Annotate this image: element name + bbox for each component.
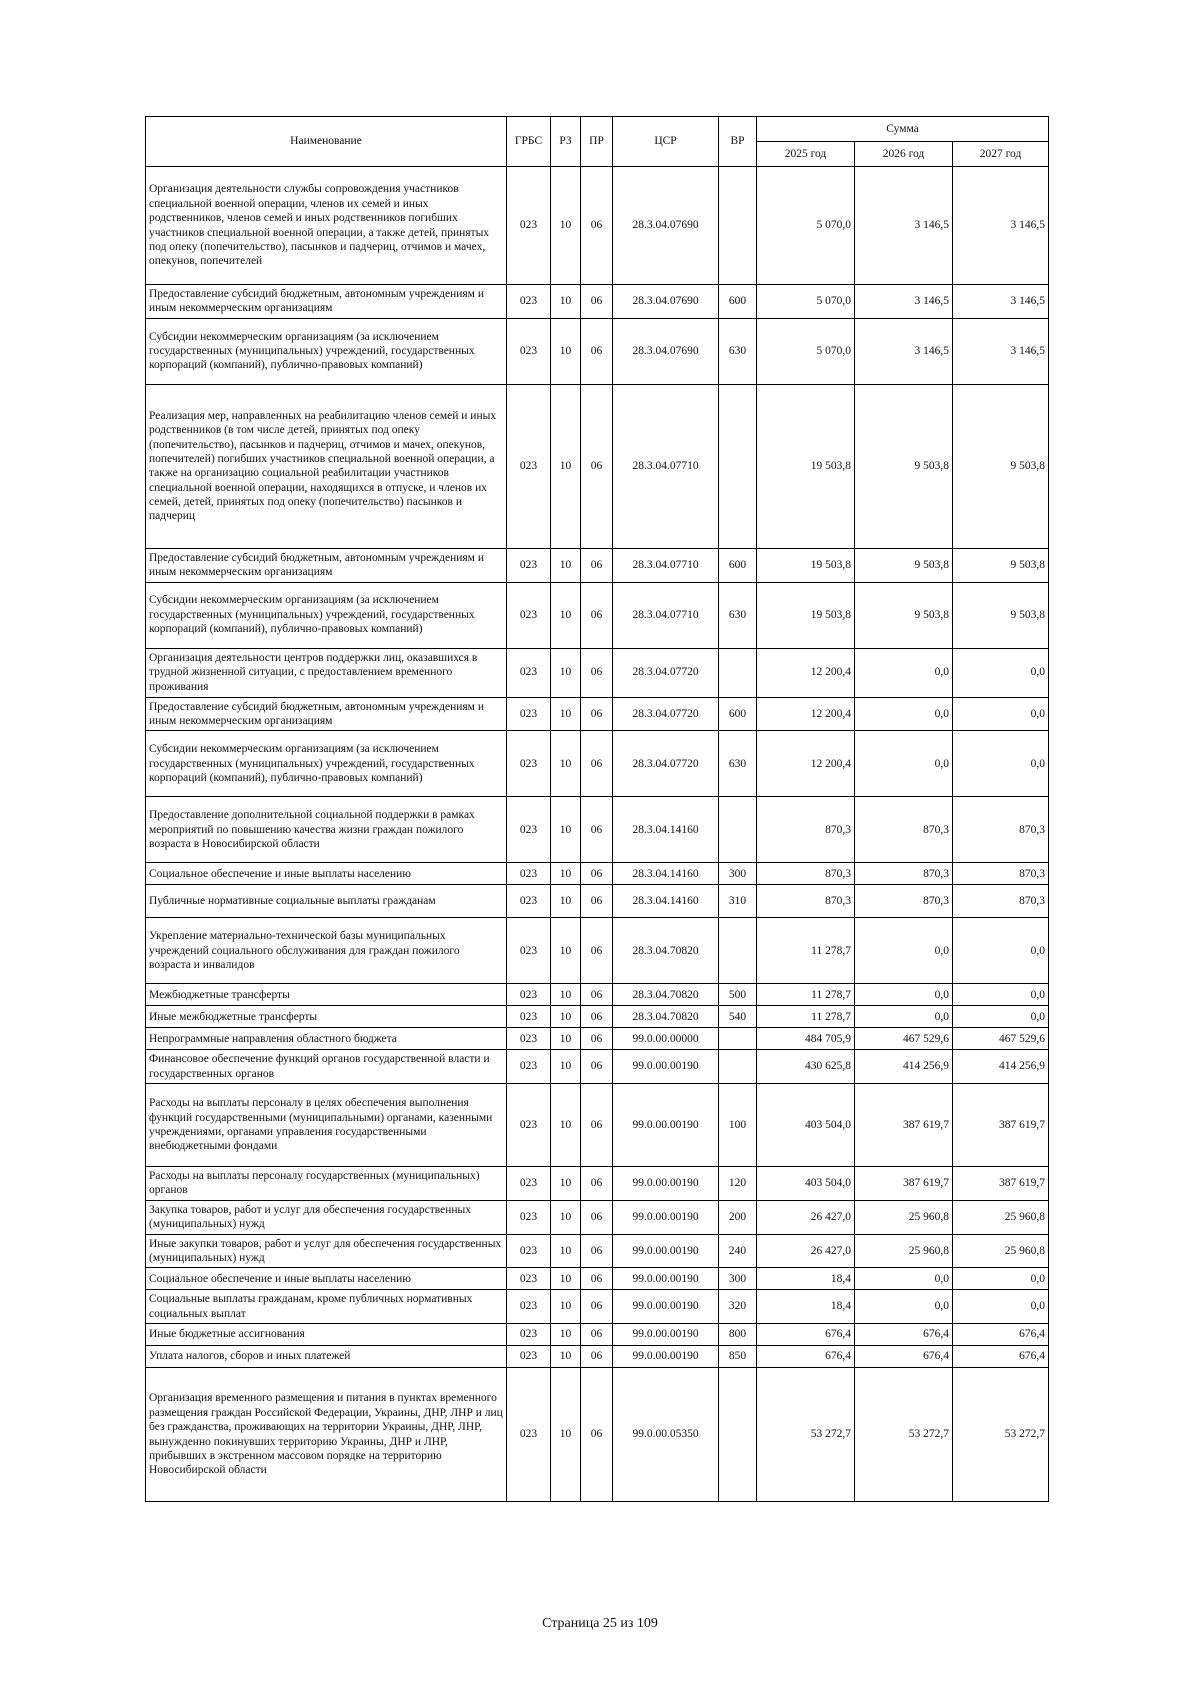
cell-name: Социальное обеспечение и иные выплаты населению	[146, 863, 507, 885]
cell-rz: 10	[551, 797, 581, 863]
cell-csr: 28.3.04.14160	[613, 797, 719, 863]
cell-pr: 06	[581, 167, 613, 285]
col-header-rz: РЗ	[551, 117, 581, 167]
cell-2027: 467 529,6	[953, 1028, 1049, 1050]
cell-2027: 0,0	[953, 1006, 1049, 1028]
cell-2026: 25 960,8	[855, 1234, 953, 1268]
cell-2027: 9 503,8	[953, 548, 1049, 582]
cell-vr: 850	[719, 1346, 757, 1368]
cell-2027: 870,3	[953, 885, 1049, 918]
cell-vr: 120	[719, 1167, 757, 1201]
cell-pr: 06	[581, 1167, 613, 1201]
table-row	[146, 1346, 1049, 1368]
cell-rz: 10	[551, 285, 581, 319]
cell-name: Предоставление дополнительной социальной поддержки в рамках мероприятий по повышению качества жизни граждан пожилого возраста в Новосибирской области	[146, 797, 507, 863]
cell-name: Реализация мер, направленных на реабилитацию членов семей и иных родственников (в том числе детей, принятых под опеку (попечительство), пасынков и падчериц, отчимов и мачех, опекунов, попечителей) погибших участников специальной военной операции, а также на организацию социальной реабилитации участников специальной военной операции, находящихся в отпуске, и членов их семей, детей, принятых под опеку (попечительство) пасынков и падчериц	[146, 384, 507, 548]
cell-2026: 9 503,8	[855, 582, 953, 648]
cell-grbs: 023	[507, 1028, 551, 1050]
cell-name: Субсидии некоммерческим организациям (за исключением государственных (муниципальных) учреждений, государственных корпораций (компаний), публично-правовых компаний)	[146, 582, 507, 648]
budget-table	[145, 116, 1049, 1502]
cell-csr: 28.3.04.07690	[613, 318, 719, 384]
cell-csr: 28.3.04.14160	[613, 885, 719, 918]
cell-name: Организация деятельности центров поддержки лиц, оказавшихся в трудной жизненной ситуации, с предоставлением временного проживания	[146, 648, 507, 697]
cell-csr: 28.3.04.07720	[613, 648, 719, 697]
cell-grbs: 023	[507, 1324, 551, 1346]
cell-name: Социальное обеспечение и иные выплаты населению	[146, 1268, 507, 1290]
cell-2027: 53 272,7	[953, 1368, 1049, 1502]
cell-grbs: 023	[507, 1368, 551, 1502]
cell-2027: 387 619,7	[953, 1084, 1049, 1167]
cell-vr	[719, 384, 757, 548]
cell-2027: 3 146,5	[953, 318, 1049, 384]
cell-2026: 3 146,5	[855, 318, 953, 384]
cell-2025: 19 503,8	[757, 582, 855, 648]
cell-pr: 06	[581, 863, 613, 885]
cell-csr: 99.0.00.05350	[613, 1368, 719, 1502]
cell-csr: 28.3.04.70820	[613, 984, 719, 1006]
table-body	[146, 167, 1049, 1502]
table-row	[146, 863, 1049, 885]
col-header-2025: 2025 год	[757, 142, 855, 167]
col-header-2026: 2026 год	[855, 142, 953, 167]
cell-2025: 11 278,7	[757, 918, 855, 984]
cell-csr: 99.0.00.00190	[613, 1290, 719, 1324]
cell-pr: 06	[581, 1346, 613, 1368]
table-row	[146, 167, 1049, 285]
col-header-name: Наименование	[146, 117, 507, 167]
cell-2027: 0,0	[953, 1268, 1049, 1290]
cell-pr: 06	[581, 984, 613, 1006]
cell-csr: 28.3.04.07710	[613, 548, 719, 582]
cell-rz: 10	[551, 1324, 581, 1346]
cell-vr: 540	[719, 1006, 757, 1028]
cell-rz: 10	[551, 1234, 581, 1268]
cell-vr	[719, 167, 757, 285]
cell-2027: 0,0	[953, 1290, 1049, 1324]
cell-2026: 870,3	[855, 863, 953, 885]
cell-pr: 06	[581, 1200, 613, 1234]
cell-2026: 3 146,5	[855, 167, 953, 285]
cell-rz: 10	[551, 582, 581, 648]
table-row	[146, 548, 1049, 582]
cell-vr: 630	[719, 731, 757, 797]
cell-grbs: 023	[507, 984, 551, 1006]
cell-2027: 0,0	[953, 697, 1049, 731]
cell-2025: 11 278,7	[757, 984, 855, 1006]
col-header-csr: ЦСР	[613, 117, 719, 167]
cell-name: Расходы на выплаты персоналу в целях обеспечения выполнения функций государственными (муниципальными) органами, казенными учреждениями, органами управления государственными внебюджетными фондами	[146, 1084, 507, 1167]
cell-name: Непрограммные направления областного бюджета	[146, 1028, 507, 1050]
cell-grbs: 023	[507, 1167, 551, 1201]
table-row	[146, 1006, 1049, 1028]
cell-rz: 10	[551, 984, 581, 1006]
cell-csr: 99.0.00.00190	[613, 1167, 719, 1201]
cell-2025: 430 625,8	[757, 1050, 855, 1084]
cell-vr: 200	[719, 1200, 757, 1234]
cell-name: Межбюджетные трансферты	[146, 984, 507, 1006]
cell-name: Субсидии некоммерческим организациям (за исключением государственных (муниципальных) учреждений, государственных корпораций (компаний), публично-правовых компаний)	[146, 731, 507, 797]
cell-rz: 10	[551, 1268, 581, 1290]
cell-name: Расходы на выплаты персоналу государственных (муниципальных) органов	[146, 1167, 507, 1201]
table-row	[146, 384, 1049, 548]
cell-vr: 300	[719, 863, 757, 885]
cell-csr: 28.3.04.70820	[613, 918, 719, 984]
cell-pr: 06	[581, 648, 613, 697]
cell-2026: 0,0	[855, 1290, 953, 1324]
cell-name: Закупка товаров, работ и услуг для обеспечения государственных (муниципальных) нужд	[146, 1200, 507, 1234]
cell-2025: 12 200,4	[757, 731, 855, 797]
cell-2027: 9 503,8	[953, 384, 1049, 548]
cell-vr: 500	[719, 984, 757, 1006]
cell-csr: 99.0.00.00000	[613, 1028, 719, 1050]
cell-2025: 53 272,7	[757, 1368, 855, 1502]
table-row	[146, 1167, 1049, 1201]
table-row	[146, 885, 1049, 918]
cell-2026: 0,0	[855, 918, 953, 984]
table-row	[146, 1028, 1049, 1050]
cell-2026: 0,0	[855, 1006, 953, 1028]
cell-name: Предоставление субсидий бюджетным, автономным учреждениям и иным некоммерческим организациям	[146, 697, 507, 731]
cell-vr: 600	[719, 697, 757, 731]
cell-grbs: 023	[507, 1346, 551, 1368]
cell-2027: 870,3	[953, 797, 1049, 863]
cell-csr: 28.3.04.07710	[613, 582, 719, 648]
cell-2027: 3 146,5	[953, 285, 1049, 319]
cell-2027: 0,0	[953, 648, 1049, 697]
cell-grbs: 023	[507, 697, 551, 731]
cell-rz: 10	[551, 1050, 581, 1084]
cell-pr: 06	[581, 731, 613, 797]
cell-grbs: 023	[507, 648, 551, 697]
cell-vr: 320	[719, 1290, 757, 1324]
cell-vr: 630	[719, 582, 757, 648]
cell-rz: 10	[551, 1167, 581, 1201]
cell-csr: 99.0.00.00190	[613, 1050, 719, 1084]
cell-pr: 06	[581, 285, 613, 319]
cell-2026: 53 272,7	[855, 1368, 953, 1502]
col-header-pr: ПР	[581, 117, 613, 167]
cell-rz: 10	[551, 1084, 581, 1167]
cell-name: Организация деятельности службы сопровождения участников специальной военной операции, членов их семей и иных родственников, членов семей и иных родственников погибших участников специальной военной операции, а также детей, принятых под опеку (попечительство), пасынков и падчериц, отчимов и мачех, опекунов, попечителей	[146, 167, 507, 285]
cell-2026: 0,0	[855, 697, 953, 731]
cell-pr: 06	[581, 1290, 613, 1324]
header-row-1	[146, 117, 1049, 142]
cell-rz: 10	[551, 167, 581, 285]
cell-pr: 06	[581, 918, 613, 984]
cell-csr: 99.0.00.00190	[613, 1346, 719, 1368]
cell-vr: 240	[719, 1234, 757, 1268]
cell-csr: 28.3.04.07690	[613, 167, 719, 285]
cell-rz: 10	[551, 1368, 581, 1502]
cell-vr: 800	[719, 1324, 757, 1346]
table-row	[146, 984, 1049, 1006]
cell-grbs: 023	[507, 582, 551, 648]
cell-vr: 600	[719, 548, 757, 582]
cell-name: Организация временного размещения и питания в пунктах временного размещения граждан Российской Федерации, Украины, ДНР, ЛНР и лиц без гражданства, проживающих на территории Украины, ДНР, ЛНР, вынужденно покинувших территорию Украины, ДНР и ЛНР, прибывших в экстренном массовом порядке на территорию Новосибирской области	[146, 1368, 507, 1502]
cell-2025: 5 070,0	[757, 167, 855, 285]
col-header-grbs: ГРБС	[507, 117, 551, 167]
cell-rz: 10	[551, 548, 581, 582]
cell-2025: 5 070,0	[757, 318, 855, 384]
cell-pr: 06	[581, 1268, 613, 1290]
cell-grbs: 023	[507, 1234, 551, 1268]
cell-vr: 310	[719, 885, 757, 918]
cell-grbs: 023	[507, 285, 551, 319]
table-row	[146, 318, 1049, 384]
cell-vr	[719, 918, 757, 984]
cell-pr: 06	[581, 384, 613, 548]
cell-csr: 28.3.04.07720	[613, 731, 719, 797]
cell-2026: 414 256,9	[855, 1050, 953, 1084]
cell-grbs: 023	[507, 1050, 551, 1084]
cell-rz: 10	[551, 384, 581, 548]
cell-grbs: 023	[507, 548, 551, 582]
cell-2027: 25 960,8	[953, 1234, 1049, 1268]
cell-2027: 25 960,8	[953, 1200, 1049, 1234]
cell-name: Иные межбюджетные трансферты	[146, 1006, 507, 1028]
col-header-vr: ВР	[719, 117, 757, 167]
cell-2027: 414 256,9	[953, 1050, 1049, 1084]
table-row	[146, 648, 1049, 697]
cell-rz: 10	[551, 1006, 581, 1028]
cell-2025: 18,4	[757, 1268, 855, 1290]
cell-2026: 387 619,7	[855, 1084, 953, 1167]
cell-2027: 676,4	[953, 1324, 1049, 1346]
cell-2026: 9 503,8	[855, 548, 953, 582]
table-row	[146, 1268, 1049, 1290]
cell-2025: 870,3	[757, 863, 855, 885]
cell-pr: 06	[581, 318, 613, 384]
cell-pr: 06	[581, 1324, 613, 1346]
cell-grbs: 023	[507, 1200, 551, 1234]
cell-rz: 10	[551, 697, 581, 731]
cell-2025: 5 070,0	[757, 285, 855, 319]
cell-csr: 28.3.04.70820	[613, 1006, 719, 1028]
cell-name: Иные закупки товаров, работ и услуг для обеспечения государственных (муниципальных) нужд	[146, 1234, 507, 1268]
cell-2025: 12 200,4	[757, 697, 855, 731]
cell-pr: 06	[581, 1028, 613, 1050]
cell-rz: 10	[551, 318, 581, 384]
cell-name: Социальные выплаты гражданам, кроме публичных нормативных социальных выплат	[146, 1290, 507, 1324]
cell-2025: 403 504,0	[757, 1084, 855, 1167]
cell-pr: 06	[581, 1368, 613, 1502]
cell-rz: 10	[551, 1028, 581, 1050]
cell-name: Публичные нормативные социальные выплаты гражданам	[146, 885, 507, 918]
table-row	[146, 1290, 1049, 1324]
cell-2026: 870,3	[855, 885, 953, 918]
table-row	[146, 285, 1049, 319]
cell-2026: 0,0	[855, 1268, 953, 1290]
cell-2025: 26 427,0	[757, 1200, 855, 1234]
cell-grbs: 023	[507, 1084, 551, 1167]
table-row	[146, 1234, 1049, 1268]
table-row	[146, 1368, 1049, 1502]
cell-csr: 99.0.00.00190	[613, 1268, 719, 1290]
cell-2026: 0,0	[855, 984, 953, 1006]
cell-2025: 19 503,8	[757, 548, 855, 582]
cell-pr: 06	[581, 1050, 613, 1084]
cell-grbs: 023	[507, 863, 551, 885]
cell-vr	[719, 1050, 757, 1084]
cell-2026: 25 960,8	[855, 1200, 953, 1234]
cell-2025: 26 427,0	[757, 1234, 855, 1268]
cell-name: Предоставление субсидий бюджетным, автономным учреждениям и иным некоммерческим организациям	[146, 548, 507, 582]
table-row	[146, 918, 1049, 984]
col-header-2027: 2027 год	[953, 142, 1049, 167]
cell-pr: 06	[581, 582, 613, 648]
cell-name: Укрепление материально-технической базы муниципальных учреждений социального обслуживания для граждан пожилого возраста и инвалидов	[146, 918, 507, 984]
cell-pr: 06	[581, 885, 613, 918]
cell-name: Предоставление субсидий бюджетным, автономным учреждениям и иным некоммерческим организациям	[146, 285, 507, 319]
cell-grbs: 023	[507, 1268, 551, 1290]
cell-grbs: 023	[507, 797, 551, 863]
cell-rz: 10	[551, 1346, 581, 1368]
cell-2026: 9 503,8	[855, 384, 953, 548]
cell-2027: 9 503,8	[953, 582, 1049, 648]
cell-name: Субсидии некоммерческим организациям (за исключением государственных (муниципальных) учреждений, государственных корпораций (компаний), публично-правовых компаний)	[146, 318, 507, 384]
cell-pr: 06	[581, 697, 613, 731]
table-row	[146, 1200, 1049, 1234]
table-row	[146, 1084, 1049, 1167]
page-number: Страница 25 из 109	[542, 1616, 658, 1631]
table-row	[146, 797, 1049, 863]
cell-pr: 06	[581, 797, 613, 863]
cell-2026: 467 529,6	[855, 1028, 953, 1050]
cell-vr	[719, 648, 757, 697]
cell-2026: 676,4	[855, 1324, 953, 1346]
cell-2025: 870,3	[757, 797, 855, 863]
cell-grbs: 023	[507, 1006, 551, 1028]
cell-pr: 06	[581, 548, 613, 582]
cell-csr: 28.3.04.07690	[613, 285, 719, 319]
cell-2025: 676,4	[757, 1346, 855, 1368]
col-header-sum: Сумма	[757, 117, 1049, 142]
cell-pr: 06	[581, 1234, 613, 1268]
cell-rz: 10	[551, 648, 581, 697]
cell-grbs: 023	[507, 1290, 551, 1324]
table-row	[146, 1324, 1049, 1346]
cell-2027: 870,3	[953, 863, 1049, 885]
cell-csr: 99.0.00.00190	[613, 1084, 719, 1167]
cell-csr: 28.3.04.07720	[613, 697, 719, 731]
cell-2025: 870,3	[757, 885, 855, 918]
table-row	[146, 582, 1049, 648]
cell-2027: 676,4	[953, 1346, 1049, 1368]
cell-grbs: 023	[507, 731, 551, 797]
cell-name: Уплата налогов, сборов и иных платежей	[146, 1346, 507, 1368]
cell-rz: 10	[551, 885, 581, 918]
cell-vr: 100	[719, 1084, 757, 1167]
cell-2026: 0,0	[855, 731, 953, 797]
cell-vr: 630	[719, 318, 757, 384]
cell-grbs: 023	[507, 167, 551, 285]
cell-rz: 10	[551, 918, 581, 984]
cell-2026: 3 146,5	[855, 285, 953, 319]
cell-2025: 12 200,4	[757, 648, 855, 697]
cell-2026: 387 619,7	[855, 1167, 953, 1201]
document-page	[145, 116, 1048, 1502]
cell-vr	[719, 1368, 757, 1502]
cell-rz: 10	[551, 1200, 581, 1234]
cell-csr: 28.3.04.07710	[613, 384, 719, 548]
cell-grbs: 023	[507, 918, 551, 984]
table-row	[146, 731, 1049, 797]
cell-grbs: 023	[507, 384, 551, 548]
cell-2026: 870,3	[855, 797, 953, 863]
cell-2025: 676,4	[757, 1324, 855, 1346]
cell-csr: 99.0.00.00190	[613, 1200, 719, 1234]
cell-2025: 19 503,8	[757, 384, 855, 548]
cell-2025: 18,4	[757, 1290, 855, 1324]
cell-pr: 06	[581, 1006, 613, 1028]
cell-csr: 99.0.00.00190	[613, 1234, 719, 1268]
cell-vr	[719, 797, 757, 863]
cell-grbs: 023	[507, 885, 551, 918]
cell-2027: 0,0	[953, 984, 1049, 1006]
cell-2027: 3 146,5	[953, 167, 1049, 285]
table-row	[146, 1050, 1049, 1084]
cell-csr: 99.0.00.00190	[613, 1324, 719, 1346]
cell-2025: 484 705,9	[757, 1028, 855, 1050]
table-row	[146, 697, 1049, 731]
cell-2025: 403 504,0	[757, 1167, 855, 1201]
cell-rz: 10	[551, 731, 581, 797]
cell-2026: 676,4	[855, 1346, 953, 1368]
cell-2025: 11 278,7	[757, 1006, 855, 1028]
cell-2027: 387 619,7	[953, 1167, 1049, 1201]
cell-vr	[719, 1028, 757, 1050]
cell-grbs: 023	[507, 318, 551, 384]
cell-2027: 0,0	[953, 918, 1049, 984]
cell-2027: 0,0	[953, 731, 1049, 797]
cell-csr: 28.3.04.14160	[613, 863, 719, 885]
cell-name: Финансовое обеспечение функций органов государственной власти и государственных органов	[146, 1050, 507, 1084]
cell-rz: 10	[551, 863, 581, 885]
cell-name: Иные бюджетные ассигнования	[146, 1324, 507, 1346]
cell-vr: 300	[719, 1268, 757, 1290]
cell-rz: 10	[551, 1290, 581, 1324]
cell-vr: 600	[719, 285, 757, 319]
cell-pr: 06	[581, 1084, 613, 1167]
cell-2026: 0,0	[855, 648, 953, 697]
